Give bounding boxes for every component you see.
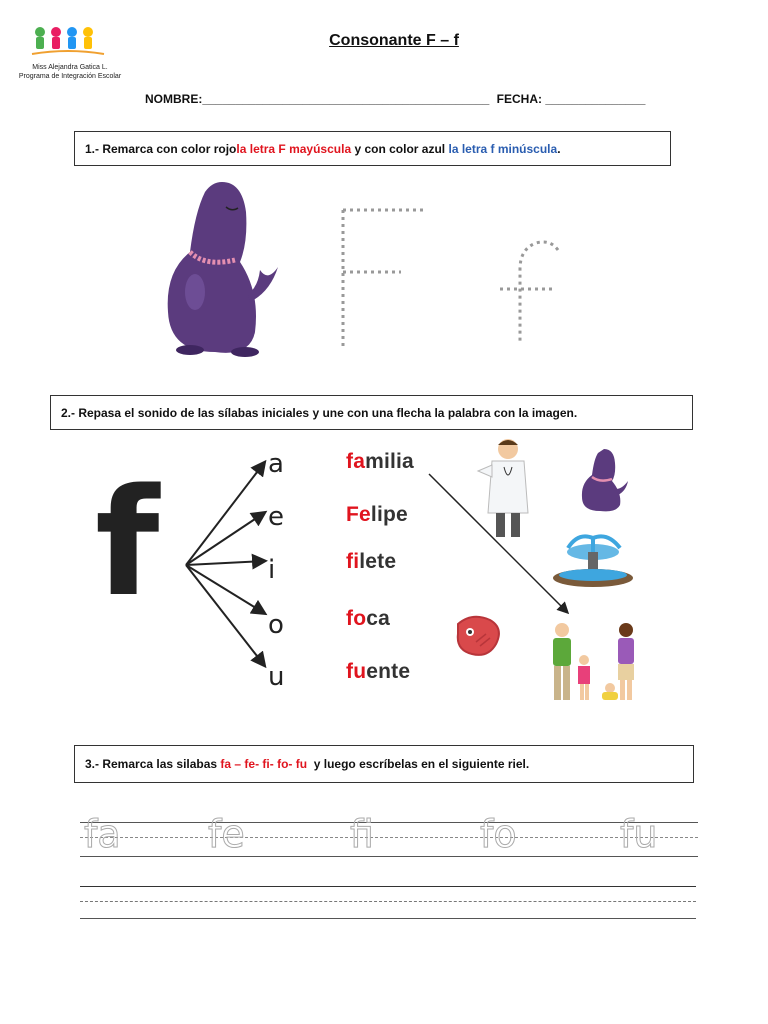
vowel-a: a (268, 449, 284, 479)
fountain-image[interactable] (548, 530, 638, 590)
word-fuente[interactable]: fuente (346, 660, 411, 683)
word-familia[interactable]: familia (346, 450, 414, 473)
steak-image[interactable] (452, 612, 504, 660)
nombre-field[interactable]: NOMBRE:___________________________________________ (145, 92, 490, 106)
big-letter-f: f (95, 457, 160, 629)
page-title: Consonante F – f (329, 32, 459, 49)
family-image[interactable] (544, 620, 640, 705)
word-felipe[interactable]: Felipe (346, 503, 408, 526)
trace-fo[interactable]: fo (480, 812, 517, 856)
dotted-uppercase-f[interactable] (335, 200, 435, 355)
fecha-field[interactable]: FECHA: _______________ (496, 92, 646, 106)
trace-fu[interactable]: fu (620, 812, 658, 856)
word-foca[interactable]: foca (346, 607, 390, 630)
logo-program-name: Programa de Integración Escolar (18, 73, 122, 80)
arrows-fan (180, 455, 280, 685)
tracing-rail[interactable] (80, 812, 698, 860)
seal-illustration (160, 172, 285, 362)
trace-fi[interactable]: fi (350, 812, 374, 856)
student-fields (145, 92, 645, 106)
writing-rail[interactable] (80, 884, 696, 924)
small-seal-image[interactable] (578, 445, 630, 515)
logo-teacher-name: Miss Alejandra Gatica L. (32, 64, 108, 71)
dotted-lowercase-f[interactable] (492, 235, 572, 350)
exercise2-instruction: 2.- Repasa el sonido de las sílabas iniciales y une con una flecha la palabra con la imagen. (50, 395, 693, 430)
trace-fa[interactable]: fa (84, 812, 121, 856)
exercise1-instruction: 1.- Remarca con color rojo la letra F mayúscula y con color azul la letra f minúscula . (74, 131, 671, 166)
word-filete[interactable]: filete (346, 550, 397, 573)
vowel-i: i (268, 555, 276, 585)
vowel-o: o (268, 610, 284, 640)
exercise3-instruction: 3.- Remarca las silabas fa – fe- fi- fo- fu y luego escríbelas en el siguiente riel. (74, 745, 694, 783)
vowel-e: e (268, 502, 284, 532)
vowel-u: u (268, 662, 285, 692)
trace-fe[interactable]: fe (208, 812, 245, 856)
doctor-image[interactable] (476, 435, 538, 540)
